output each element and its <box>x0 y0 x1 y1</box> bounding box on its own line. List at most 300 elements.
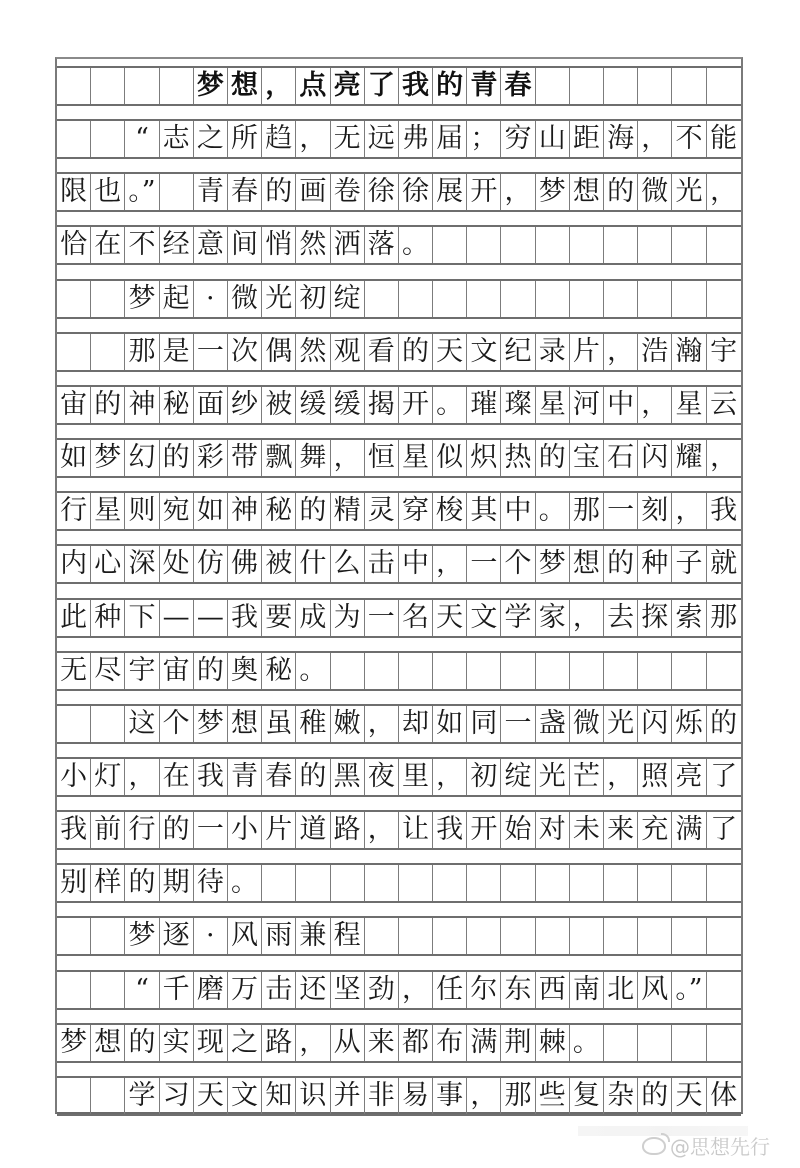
grid-cell: 击 <box>365 546 399 582</box>
grid-cell <box>536 653 570 689</box>
grid-cell: 恰 <box>57 227 91 263</box>
grid-cell: 洒 <box>331 227 365 263</box>
grid-cell: 画 <box>296 174 330 210</box>
watermark <box>642 1131 770 1160</box>
grid-cell: 之 <box>194 121 228 157</box>
grid-cell <box>467 653 501 689</box>
grid-cell: 开 <box>467 174 501 210</box>
grid-cell: 内 <box>57 546 91 582</box>
grid-cell <box>399 653 433 689</box>
grid-cell: 程 <box>331 918 365 954</box>
grid-cell: 能 <box>710 123 738 155</box>
grid-cell <box>160 174 194 210</box>
grid-cell: 趋 <box>262 121 296 157</box>
grid-cell: 在 <box>160 759 194 795</box>
grid-cell: ， <box>296 1025 330 1061</box>
grid-cell: 杂 <box>604 1078 638 1114</box>
grid-cell: 学 <box>501 600 535 636</box>
text-row <box>57 757 741 797</box>
grid-cell <box>536 281 570 317</box>
grid-cell: 奥 <box>228 653 262 689</box>
grid-cell: 学 <box>125 1078 159 1114</box>
grid-cell: 一 <box>604 493 638 529</box>
grid-cell <box>91 918 125 954</box>
grid-cell: 无 <box>331 121 365 157</box>
grid-cell: — <box>194 600 228 636</box>
grid-cell <box>125 68 159 104</box>
grid-cell: 如 <box>194 493 228 529</box>
grid-cell: 梦 <box>125 918 159 954</box>
grid-cell: 看 <box>365 334 399 370</box>
grid-cell: 梦 <box>125 281 159 317</box>
grid-cell <box>536 918 570 954</box>
grid-cell: 习 <box>160 1078 194 1114</box>
grid-cell: 徐 <box>399 174 433 210</box>
grid-cell: 梦 <box>194 706 228 742</box>
grid-cell: 如 <box>433 706 467 742</box>
grid-cell: 些 <box>536 1078 570 1114</box>
grid-cell: 灵 <box>365 493 399 529</box>
grid-cell: “ <box>125 972 159 1008</box>
grid-cell: 的 <box>604 546 638 582</box>
grid-cell: 春 <box>262 759 296 795</box>
grid-cell: 距 <box>570 121 604 157</box>
grid-cell: 名 <box>399 600 433 636</box>
grid-cell: 来 <box>604 812 638 848</box>
grid-cell <box>433 653 467 689</box>
grid-cell: 光 <box>536 759 570 795</box>
grid-cell: 缓 <box>296 387 330 423</box>
grid-cell: 绽 <box>331 281 365 317</box>
grid-cell: 我 <box>57 812 91 848</box>
text-row <box>57 332 741 372</box>
grid-cell: 探 <box>638 600 672 636</box>
grid-cell: 我 <box>228 600 262 636</box>
grid-cell: 梦 <box>194 68 228 104</box>
grid-cell: — <box>160 600 194 636</box>
grid-cell: 想 <box>570 546 604 582</box>
grid-cell: 亮 <box>331 68 365 104</box>
grid-cell <box>536 68 570 104</box>
grid-cell <box>501 281 535 317</box>
grid-cell: 东 <box>501 972 535 1008</box>
grid-cell: ， <box>365 812 399 848</box>
grid-cell: 意 <box>194 227 228 263</box>
grid-cell <box>672 865 706 901</box>
grid-cell: 片 <box>262 812 296 848</box>
grid-cell: 初 <box>296 281 330 317</box>
grid-cell <box>57 918 91 954</box>
grid-cell: 幻 <box>125 440 159 476</box>
grid-cell <box>91 281 125 317</box>
grid-cell <box>365 653 399 689</box>
grid-cell <box>604 1025 638 1061</box>
text-row <box>57 172 741 212</box>
grid-cell: 偶 <box>262 334 296 370</box>
grid-cell: 面 <box>194 387 228 423</box>
grid-cell: 小 <box>57 759 91 795</box>
grid-cell: 春 <box>228 174 262 210</box>
grid-cell: 深 <box>125 546 159 582</box>
grid-cell <box>672 1025 706 1061</box>
grid-cell: 磨 <box>194 972 228 1008</box>
grid-cell: 我 <box>399 68 433 104</box>
grid-cell: 任 <box>433 972 467 1008</box>
grid-cell <box>365 281 399 317</box>
grid-cell: 微 <box>228 281 262 317</box>
grid-cell <box>604 227 638 263</box>
grid-cell <box>672 281 706 317</box>
grid-cell: 瀚 <box>672 334 706 370</box>
grid-cell: 点 <box>296 68 330 104</box>
grid-cell: 河 <box>570 387 604 423</box>
grid-cell: ， <box>399 972 433 1008</box>
grid-cell: ， <box>296 121 330 157</box>
grid-cell: 无 <box>57 653 91 689</box>
grid-cell: 的 <box>710 707 738 739</box>
grid-cell: 恒 <box>365 440 399 476</box>
grid-cell: 行 <box>125 812 159 848</box>
grid-cell: 中 <box>399 546 433 582</box>
grid-cell <box>467 865 501 901</box>
grid-cell: ， <box>710 442 738 474</box>
grid-cell: 绽 <box>501 759 535 795</box>
grid-cell: 悄 <box>262 227 296 263</box>
grid-cell: 舞 <box>296 440 330 476</box>
grid-cell <box>365 918 399 954</box>
grid-cell <box>57 972 91 1008</box>
text-row <box>57 1076 741 1116</box>
grid-cell: 宝 <box>570 440 604 476</box>
grid-cell: 家 <box>536 600 570 636</box>
grid-cell: 青 <box>194 174 228 210</box>
grid-cell: 开 <box>399 387 433 423</box>
grid-cell: 一 <box>194 812 228 848</box>
grid-cell <box>433 227 467 263</box>
grid-cell: 想 <box>228 68 262 104</box>
grid-cell: 揭 <box>365 387 399 423</box>
grid-cell: ， <box>433 759 467 795</box>
grid-cell: 的 <box>91 387 125 423</box>
grid-cell: 的 <box>160 440 194 476</box>
grid-cell: 的 <box>399 334 433 370</box>
grid-cell <box>707 1025 741 1061</box>
grid-cell: 去 <box>604 600 638 636</box>
grid-cell: 并 <box>331 1078 365 1114</box>
grid-cell: 仿 <box>194 546 228 582</box>
grid-cell: 让 <box>399 812 433 848</box>
grid-cell: 徐 <box>365 174 399 210</box>
grid-cell: 尔 <box>467 972 501 1008</box>
grid-cell: 了 <box>710 760 738 792</box>
grid-cell: ， <box>262 68 296 104</box>
grid-cell: 光 <box>262 281 296 317</box>
grid-cell: 想 <box>228 706 262 742</box>
grid-cell: 秘 <box>262 653 296 689</box>
grid-cell: 带 <box>228 440 262 476</box>
text-row <box>57 119 741 159</box>
grid-cell: 棘 <box>536 1025 570 1061</box>
grid-cell <box>536 865 570 901</box>
grid-cell: 期 <box>160 865 194 901</box>
grid-cell: 炽 <box>467 440 501 476</box>
grid-cell: 要 <box>262 600 296 636</box>
grid-cell: 逐 <box>160 918 194 954</box>
grid-cell: 卷 <box>331 174 365 210</box>
grid-cell: 的 <box>604 174 638 210</box>
grid-cell: 中 <box>501 493 535 529</box>
grid-cell: 子 <box>672 546 706 582</box>
grid-cell: 行 <box>57 493 91 529</box>
grid-cell: 夜 <box>365 759 399 795</box>
grid-cell <box>638 865 672 901</box>
text-row <box>57 810 741 850</box>
composition-grid-sheet <box>55 57 743 1114</box>
grid-cell: 击 <box>262 972 296 1008</box>
grid-cell: 易 <box>399 1078 433 1114</box>
grid-cell: 云 <box>710 388 738 420</box>
grid-cell: ， <box>638 387 672 423</box>
watermark-handle: @思想先行 <box>670 1135 770 1159</box>
grid-cell: 却 <box>399 706 433 742</box>
grid-cell: 璀 <box>467 387 501 423</box>
grid-cell: 光 <box>672 174 706 210</box>
text-row <box>57 863 741 903</box>
grid-cell: 芒 <box>570 759 604 795</box>
grid-cell: 天 <box>672 1078 706 1114</box>
grid-cell: 也 <box>91 174 125 210</box>
grid-cell: 虽 <box>262 706 296 742</box>
grid-cell <box>91 121 125 157</box>
grid-cell: 在 <box>91 227 125 263</box>
grid-cell: 飘 <box>262 440 296 476</box>
text-row <box>57 385 741 425</box>
grid-cell: 风 <box>228 918 262 954</box>
grid-cell: 都 <box>399 1025 433 1061</box>
grid-cell: 神 <box>125 387 159 423</box>
grid-cell: · <box>194 281 228 317</box>
grid-cell: 什 <box>296 546 330 582</box>
grid-cell: 劲 <box>365 972 399 1008</box>
grid-cell <box>57 706 91 742</box>
grid-cell: 天 <box>433 334 467 370</box>
grid-cell: 那 <box>125 334 159 370</box>
grid-cell: 秘 <box>262 493 296 529</box>
grid-cell: 的 <box>296 493 330 529</box>
grid-cell <box>501 865 535 901</box>
grid-cell: 间 <box>228 227 262 263</box>
grid-cell: 微 <box>570 706 604 742</box>
grid-cell: ， <box>710 176 738 208</box>
grid-cell: 盏 <box>536 706 570 742</box>
grid-cell <box>672 918 706 954</box>
grid-cell: 天 <box>433 600 467 636</box>
grid-cell <box>570 281 604 317</box>
grid-cell: 处 <box>160 546 194 582</box>
grid-cell: 同 <box>467 706 501 742</box>
grid-cell: 北 <box>604 972 638 1008</box>
grid-cell: 如 <box>57 440 91 476</box>
grid-cell <box>501 653 535 689</box>
grid-cell: 微 <box>638 174 672 210</box>
grid-cell: 。 <box>433 387 467 423</box>
grid-cell: 起 <box>160 281 194 317</box>
grid-cell: 个 <box>160 706 194 742</box>
grid-cell: 限 <box>57 174 91 210</box>
text-row <box>57 704 741 744</box>
grid-cell: 那 <box>570 493 604 529</box>
grid-cell: ， <box>638 121 672 157</box>
grid-cell: 风 <box>638 972 672 1008</box>
grid-cell: 。 <box>296 653 330 689</box>
grid-cell: 雨 <box>262 918 296 954</box>
grid-cell: 待 <box>194 865 228 901</box>
grid-cell: 穷 <box>501 121 535 157</box>
grid-cell: 录 <box>536 334 570 370</box>
grid-cell: 坚 <box>331 972 365 1008</box>
grid-cell: 宙 <box>57 387 91 423</box>
grid-cell: 经 <box>160 227 194 263</box>
grid-cell: 片 <box>570 334 604 370</box>
grid-cell: 热 <box>501 440 535 476</box>
grid-cell: 星 <box>91 493 125 529</box>
grid-cell: 次 <box>228 334 262 370</box>
grid-cell: 充 <box>638 812 672 848</box>
grid-cell: 文 <box>228 1078 262 1114</box>
grid-cell: 南 <box>570 972 604 1008</box>
grid-cell: 千 <box>160 972 194 1008</box>
grid-cell <box>91 706 125 742</box>
grid-cell: 星 <box>399 440 433 476</box>
grid-cell <box>399 918 433 954</box>
grid-cell: 远 <box>365 121 399 157</box>
grid-cell: 纪 <box>501 334 535 370</box>
grid-cell <box>638 653 672 689</box>
grid-cell <box>604 865 638 901</box>
text-row <box>57 491 741 531</box>
grid-cell <box>707 653 741 689</box>
grid-cell: 未 <box>570 812 604 848</box>
grid-cell: 此 <box>57 600 91 636</box>
grid-cell: ， <box>501 174 535 210</box>
grid-cell: 那 <box>710 601 738 633</box>
grid-cell: 布 <box>433 1025 467 1061</box>
text-row <box>57 279 741 319</box>
grid-cell: 的 <box>638 1078 672 1114</box>
grid-cell: 了 <box>365 68 399 104</box>
grid-cell: 荆 <box>501 1025 535 1061</box>
text-row <box>57 225 741 265</box>
grid-cell: 春 <box>501 68 535 104</box>
grid-cell: 梦 <box>57 1025 91 1061</box>
grid-cell <box>57 121 91 157</box>
grid-cell: 事 <box>433 1078 467 1114</box>
grid-cell: 想 <box>91 1025 125 1061</box>
grid-cell <box>262 865 296 901</box>
grid-cell <box>91 1078 125 1114</box>
grid-cell: 届 <box>433 121 467 157</box>
grid-cell: 我 <box>194 759 228 795</box>
grid-cell: ， <box>570 600 604 636</box>
grid-cell: 现 <box>194 1025 228 1061</box>
grid-cell: 则 <box>125 493 159 529</box>
grid-cell: 满 <box>672 812 706 848</box>
grid-cell: 个 <box>501 546 535 582</box>
grid-cell <box>57 334 91 370</box>
grid-cell: 被 <box>262 546 296 582</box>
grid-cell: 山 <box>536 121 570 157</box>
grid-cell: 闪 <box>638 706 672 742</box>
grid-cell: 么 <box>331 546 365 582</box>
grid-cell: 青 <box>228 759 262 795</box>
grid-cell <box>501 918 535 954</box>
grid-cell: 志 <box>160 121 194 157</box>
grid-cell: 我 <box>710 495 738 527</box>
grid-cell <box>570 865 604 901</box>
grid-cell: 。” <box>125 174 159 210</box>
grid-cell: ， <box>604 334 638 370</box>
grid-cell <box>91 972 125 1008</box>
grid-cell: 下 <box>125 600 159 636</box>
text-row <box>57 438 741 478</box>
grid-cell <box>296 865 330 901</box>
grid-cell <box>604 918 638 954</box>
grid-cell <box>672 653 706 689</box>
grid-cell <box>707 68 741 104</box>
grid-cell <box>707 281 741 317</box>
grid-cell: 梦 <box>91 440 125 476</box>
grid-cell: 的 <box>296 759 330 795</box>
grid-cell: 实 <box>160 1025 194 1061</box>
grid-cell: 宇 <box>125 653 159 689</box>
grid-cell: 璨 <box>501 387 535 423</box>
grid-cell: 彩 <box>194 440 228 476</box>
grid-cell: 所 <box>228 121 262 157</box>
grid-cell: 那 <box>501 1078 535 1114</box>
grid-cell: 知 <box>262 1078 296 1114</box>
grid-cell: 然 <box>296 227 330 263</box>
grid-cell <box>638 1025 672 1061</box>
grid-cell: 的 <box>536 440 570 476</box>
grid-cell: 一 <box>194 334 228 370</box>
grid-cell: 的 <box>433 68 467 104</box>
grid-cell <box>331 865 365 901</box>
grid-cell: 对 <box>536 812 570 848</box>
grid-cell: 精 <box>331 493 365 529</box>
grid-cell: · <box>194 918 228 954</box>
grid-cell: 不 <box>125 227 159 263</box>
grid-cell <box>570 227 604 263</box>
grid-cell: 似 <box>433 440 467 476</box>
grid-cell <box>604 281 638 317</box>
grid-cell <box>707 227 741 263</box>
grid-cell: ， <box>672 493 706 529</box>
grid-cell: 照 <box>638 759 672 795</box>
text-row <box>57 970 741 1010</box>
text-row <box>57 916 741 956</box>
grid-cell <box>707 918 741 954</box>
text-row <box>57 544 741 584</box>
grid-cell: 。 <box>536 493 570 529</box>
grid-cell: 天 <box>194 1078 228 1114</box>
grid-cell: 。 <box>228 865 262 901</box>
grid-cell: 心 <box>91 546 125 582</box>
grid-cell: 观 <box>331 334 365 370</box>
grid-cell: 。” <box>672 972 706 1008</box>
grid-cell: 小 <box>228 812 262 848</box>
grid-cell: 是 <box>160 334 194 370</box>
grid-cell <box>91 68 125 104</box>
